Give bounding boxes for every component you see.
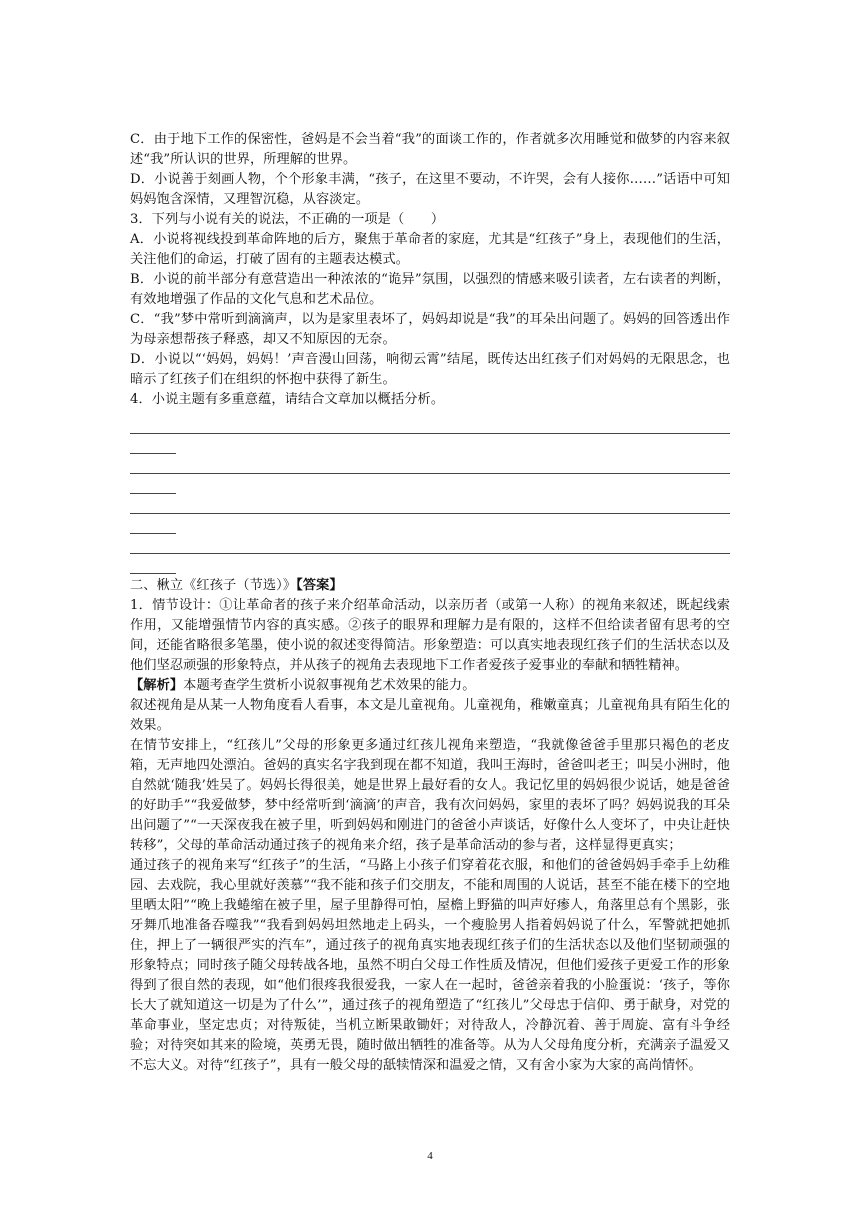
q3-stem: 3．下列与小说有关的说法，不正确的一项是（ ） — [130, 212, 445, 227]
page-number: 4 — [427, 1150, 433, 1162]
q4-stem: 4．小说主题有多重意蕴，请结合文章加以概括分析。 — [130, 392, 445, 407]
analysis-intro-text: 本题考查学生赏析小说叙事视角艺术效果的能力。 — [183, 678, 476, 693]
answer-line — [130, 514, 176, 534]
q3-option-d: D．小说以“‘妈妈，妈妈！’声音漫山回荡，响彻云霄”结尾，既传达出红孩子们对妈妈的无限思念，也暗示了红孩子们在组织的怀抱中获得了新生。 — [130, 352, 730, 387]
answer-tag: 【答案】 — [296, 578, 343, 593]
analysis-intro — [130, 676, 730, 696]
analysis-paragraph-3: 通过孩子的视角来写“红孩子”的生活，“马路上小孩子们穿着花衣服，和他们的爸爸妈妈手牵手上幼稚园、去戏院，我心里就好羡慕”“我不能和孩子们交朋友，不能和周围的人说话，甚至不能在楼下的空地里晒太阳”“晚上我蜷缩在被子里，屋子里静得可怕，屋檐上野猫的叫声好瘆人，角落里总有个黑影，张牙舞爪地准备吞噬我”“我看到妈妈坦然地走上码头，一个瘦脸男人指着妈妈说了什么，军警就把她抓住，押上了一辆很严实的汽车”，通过孩子的视角真实地表现红孩子们的生活状态以及他们坚韧顽强的形象特点；同时孩子随父母转战各地，虽然不明白父母工作性质及情况，但他们爱孩子更爱工作的形象得到了很自然的表现，如“他们很疼我很爱我，一家人在一起时，爸爸亲着我的小脸蛋说：‘孩子，等你长大了就知道这一切是为了什么’”，通过孩子的视角塑造了“红孩儿”父母忠于信仰、勇于献身，对党的革命事业，坚定忠贞；对待叛徒，当机立断果敢锄奸；对待敌人，冷静沉着、善于周旋、富有斗争经验；对待突如其来的险境，英勇无畏，随时做出牺牲的准备等。从为人父母角度分析，充满亲子温爱又不忘大义。对待“红孩子”，具有一般父母的舐犊情深和温爱之情，又有舍小家为大家的高尚情怀。 — [130, 858, 730, 1073]
analysis-paragraph-1: 叙述视角是从某一人物角度看人看事，本文是儿童视角。儿童视角，稚嫩童真；儿童视角具有陌生化的效果。 — [130, 698, 730, 733]
answer-line — [130, 494, 730, 514]
q2-option-c: C．由于地下工作的保密性，爸妈是不会当着“我”的面谈工作的，作者就多次用睡觉和做梦的内容来叙述“我”所认识的世界，所理解的世界。 — [130, 132, 730, 167]
answer-line — [130, 434, 176, 454]
q3-option-a: A．小说将视线投到革命阵地的后方，聚焦于革命者的家庭，尤其是“红孩子”身上，表现他们的生活，关注他们的命运，打破了固有的主题表达模式。 — [130, 232, 730, 267]
q2-option-d: D．小说善于刻画人物，个个形象丰满，“孩子，在这里不要动，不许哭，会有人接你……”话语中可知妈妈饱含深情，又理智沉稳，从容淡定。 — [130, 172, 730, 207]
answer-1: 1．情节设计：①让革命者的孩子来介绍革命活动，以亲历者（或第一人称）的视角来叙述，既起线索作用，又能增强情节内容的真实感。②孩子的眼界和理解力是有限的，这样不但给读者留有思考的空间，还能省略很多笔墨，使小说的叙述变得简洁。形象塑造：可以真实地表现红孩子们的生活状态以及他们坚忍顽强的形象特点，并从孩子的视角去表现地下工作者爱孩子爱事业的奉献和牺牲精神。 — [130, 598, 730, 673]
answer-line — [130, 454, 730, 474]
analysis-paragraph-2: 在情节安排上，“红孩儿”父母的形象更多通过红孩儿视角来塑造，“我就像爸爸手里那只褐色的老皮箱，无声地四处漂泊。爸妈的真实名字我到现在都不知道，我叫王海时，爸爸叫老王；叫吴小洲时，他自然就‘随我’姓吴了。妈妈长得很美，她是世界上最好看的女人。我记忆里的妈妈很少说话，她是爸爸的好助手”“我爱做梦，梦中经常听到‘滴滴’的声音，我有次问妈妈，家里的表坏了吗？妈妈说我的耳朵出问题了”“一天深夜我在被子里，听到妈妈和刚进门的爸爸小声谈话，好像什么人变坏了，中央让赶快转移”，父母的革命活动通过孩子的视角来介绍，孩子是革命活动的参与者，这样显得更真实； — [130, 738, 730, 853]
document-page — [130, 130, 730, 1076]
answer-heading-text: 二、楸立《红孩子（节选）》 — [130, 578, 297, 593]
answer-lines — [130, 414, 730, 574]
answer-section — [130, 576, 730, 1076]
answer-line — [130, 414, 730, 434]
answer-heading — [130, 576, 730, 596]
answer-line — [130, 554, 176, 574]
q3-option-b: B．小说的前半部分有意营造出一种浓浓的“诡异”氛围，以强烈的情感来吸引读者，左右读者的判断，有效地增强了作品的文化气息和艺术品位。 — [130, 272, 730, 307]
answer-line — [130, 474, 176, 494]
q3-option-c: C．“我”梦中常听到滴滴声，以为是家里表坏了，妈妈却说是“我”的耳朵出问题了。妈妈的回答透出作为母亲想帮孩子释惑，却又不知原因的无奈。 — [130, 312, 730, 347]
answer-line — [130, 534, 730, 554]
analysis-tag: 【解析】 — [130, 678, 184, 693]
